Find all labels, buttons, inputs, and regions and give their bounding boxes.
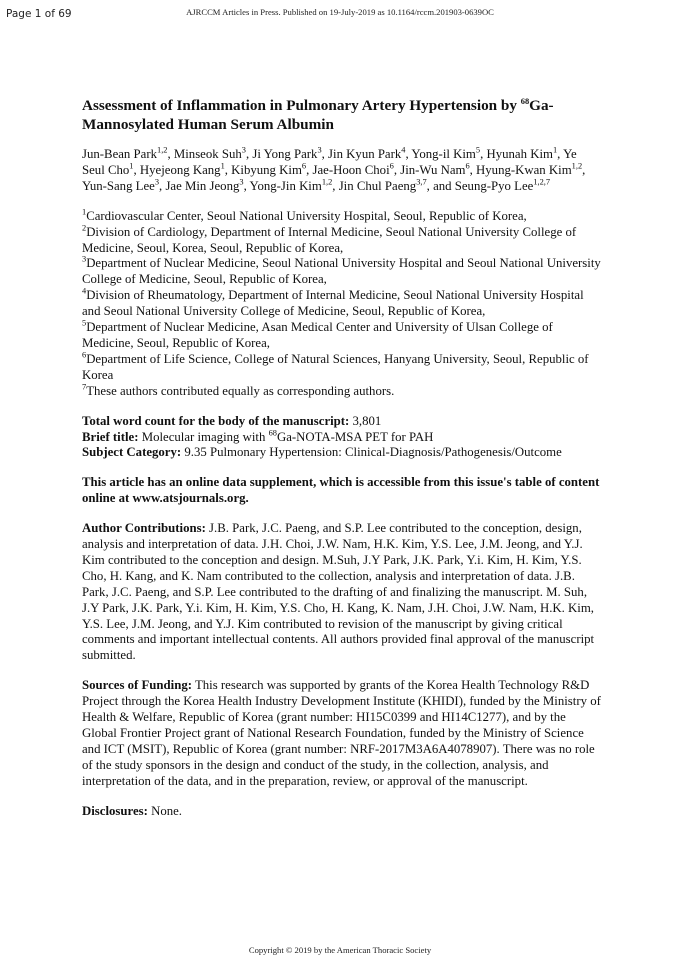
author-affiliation-superscript: 3,7 <box>416 177 427 187</box>
affiliation-item <box>82 209 602 225</box>
author-name: Kibyung Kim <box>231 162 302 177</box>
author-list <box>82 147 602 195</box>
author-separator: , <box>393 162 401 177</box>
author-separator: , <box>469 162 477 177</box>
affiliation-text: These authors contributed equally as corresponding authors. <box>86 383 395 398</box>
author-affiliation-superscript: 1 <box>552 145 558 155</box>
author-affiliation-superscript: 3 <box>154 177 160 187</box>
author-separator: , <box>159 178 166 193</box>
author-name: Ye Seul Cho <box>82 147 577 177</box>
subject-category-row <box>82 445 602 461</box>
author-entry <box>231 163 312 177</box>
word-count-label: Total word count for the body of the manuscript: <box>82 413 350 428</box>
brief-title-row <box>82 430 602 446</box>
author-name: and Seung-Pyo Lee <box>433 178 534 193</box>
subject-category-value: 9.35 Pulmonary Hypertension: Clinical-Diagnosis/Pathogenesis/Outcome <box>181 445 562 460</box>
author-affiliation-superscript: 3 <box>317 145 322 155</box>
affiliation-text: Department of Nuclear Medicine, Asan Medical Center and University of Ulsan College of Medicine, Seoul, Republic of Korea, <box>82 320 553 350</box>
author-name: Hyung-Kwan Kim <box>476 162 572 177</box>
affiliation-item <box>82 320 602 352</box>
author-entry <box>140 163 231 177</box>
author-entry <box>486 147 563 161</box>
author-affiliation-superscript: 6 <box>389 161 394 171</box>
affiliation-text: Cardiovascular Center, Seoul National University Hospital, Seoul, Republic of Korea, <box>86 208 527 223</box>
brief-title-post: Ga-NOTA-MSA PET for PAH <box>276 429 434 444</box>
author-entry <box>252 147 328 161</box>
affiliation-item <box>82 352 602 384</box>
affiliation-text: Department of Nuclear Medicine, Seoul National University Hospital and Seoul National University College of Medicine, Seoul, Republic of Korea, <box>82 256 601 287</box>
online-supplement-note: This article has an online data supplement, which is accessible from this issue's table of content online at www.atsjournals.org. <box>82 475 600 506</box>
author-entry <box>476 163 585 177</box>
author-entry <box>339 179 433 193</box>
author-entry <box>174 147 253 161</box>
author-affiliation-superscript: 1,2,7 <box>533 177 551 187</box>
author-name: Yong-il Kim <box>411 147 476 161</box>
subject-category-label: Subject Category: <box>82 445 182 460</box>
author-separator: , <box>245 147 253 161</box>
author-affiliation-superscript: 6 <box>301 161 307 171</box>
word-count-row <box>82 414 602 430</box>
author-name: Minseok Suh <box>173 147 242 161</box>
author-affiliation-superscript: 3 <box>241 145 246 155</box>
funding-text: This research was supported by grants of the Korea Health Technology R&D Project through the Korea Health Industry Development Institute (KHIDI), funded by the Ministry of Health & Welfare, Republic of Korea (grant number: HI15C0399 and HI14C1277), and by the Global Frontier Project grant of National Research Foundation, funded by the Ministry of Science and ICT (MSIT), Republic of Korea (grant number: NRF-2017M3A6A4078907). There was no role of the study sponsors in the design and conduct of the study, in the collection, analysis, and interpretation of the data, and in the preparation, review, or approval of the manuscript. <box>82 678 601 788</box>
author-entry <box>411 147 486 161</box>
brief-title-pre: Molecular imaging with <box>138 429 269 444</box>
author-entry <box>328 147 411 161</box>
author-name: Hyunah Kim <box>486 147 553 161</box>
author-separator: , <box>332 178 339 193</box>
disclosures-label: Disclosures: <box>82 803 148 818</box>
affiliation-text: Department of Life Science, College of Natural Sciences, Hanyang University, Seoul, Republic of Korea <box>82 351 589 382</box>
author-affiliation-superscript: 4 <box>401 145 406 155</box>
affiliation-number: 7 <box>82 382 87 392</box>
author-affiliation-superscript: 1 <box>220 161 225 171</box>
author-contributions-text: J.B. Park, J.C. Paeng, and S.P. Lee contributed to the conception, design, analysis and interpretation of data. J.H. Choi, J.W. Nam, H.K. Kim, Y.S. Lee, J.M. Jeong, and Y.J. Kim contributed to the conception and design. M.Suh, J.Y Park, J.K. Park, Y.i. Kim, H. Kim, Y.S. Cho, H. Kang, and K. Nam contributed to the collection, analysis and interpretation of data. J.B. Park, J.C. Paeng, and S.P. Lee contributed to the drafting of and finalizing the manuscript. M. Suh, J.Y Park, J.K. Park, Y.i. Kim, H. Kim, Y.S. Cho, H. Kang, K. Nam, J.H. Choi, J.W. Nam, H.K. Kim, Y.S. Lee, J.M. Jeong, and Y.J. Kim contributed to revision of the manuscript by giving critical comments and important intellectual contents. All authors provided final approval of the manuscript submitted. <box>82 521 595 663</box>
title-isotope-superscript: 68 <box>520 96 530 106</box>
author-affiliation-superscript: 1,2 <box>571 161 583 171</box>
disclosures-text: None. <box>147 803 183 818</box>
article-title <box>82 96 602 134</box>
affiliation-text: Division of Rheumatology, Department of Internal Medicine, Seoul National University Hospital and Seoul National University College of Medicine, Seoul, Republic of Korea, <box>82 288 584 319</box>
author-affiliation-superscript: 1,2 <box>321 177 333 187</box>
author-name: Jae-Hoon Choi <box>312 162 390 177</box>
affiliation-list <box>82 209 602 400</box>
author-name: Yun-Sang Lee <box>82 178 155 193</box>
affiliation-number: 5 <box>82 318 87 328</box>
author-name: Hyejeong Kang <box>139 162 221 177</box>
author-affiliation-superscript: 3 <box>239 177 244 187</box>
affiliation-item <box>82 384 602 400</box>
affiliation-text: Division of Cardiology, Department of Internal Medicine, Seoul National University College of Medicine, Seoul, Korea, Seoul, Republic of Korea, <box>82 224 577 255</box>
title-part-1: Assessment of Inflammation in Pulmonary Artery Hypertension by <box>82 97 521 114</box>
author-name: Yong-Jin Kim <box>249 178 322 193</box>
author-affiliation-superscript: 5 <box>475 145 481 155</box>
author-affiliation-superscript: 6 <box>465 161 470 171</box>
affiliation-item <box>82 225 602 257</box>
affiliation-number: 6 <box>82 350 87 360</box>
affiliation-number: 2 <box>82 223 87 233</box>
author-name: Jin Chul Paeng <box>338 178 417 193</box>
author-separator: , <box>405 147 412 161</box>
author-separator: , <box>582 162 586 177</box>
affiliation-number: 1 <box>82 207 87 217</box>
author-separator: , <box>224 162 232 177</box>
author-entry <box>433 179 550 193</box>
affiliation-item <box>82 256 602 288</box>
author-name: Jun-Bean Park <box>82 147 157 161</box>
author-contributions-label: Author Contributions: <box>82 521 206 536</box>
funding-section <box>82 678 602 789</box>
title-part-2: Ga-Mannosylated Human Serum Albumin <box>82 97 554 133</box>
author-separator: , <box>426 178 434 193</box>
author-entry <box>82 147 174 161</box>
author-affiliation-superscript: 1 <box>129 161 134 171</box>
author-entry <box>165 179 249 193</box>
page-number: Page 1 of 69 <box>6 8 72 20</box>
copyright-footer: Copyright © 2019 by the American Thoracic Society <box>248 945 432 955</box>
author-separator: , <box>557 147 564 161</box>
funding-label: Sources of Funding: <box>82 678 192 693</box>
word-count-value: 3,801 <box>349 413 382 428</box>
author-name: Ji Yong Park <box>252 147 318 161</box>
author-entry <box>313 163 401 177</box>
author-separator: , <box>480 147 487 161</box>
author-separator: , <box>243 178 250 193</box>
affiliation-item <box>82 288 602 320</box>
author-entry <box>82 179 165 193</box>
brief-title-label: Brief title: <box>82 429 139 444</box>
author-separator: , <box>133 162 140 177</box>
author-affiliation-superscript: 1,2 <box>157 145 168 155</box>
disclosures-section <box>82 804 602 820</box>
manuscript-title-page <box>82 96 602 834</box>
author-name: Jin Kyun Park <box>328 147 402 161</box>
author-entry <box>250 179 339 193</box>
author-separator: , <box>321 147 329 161</box>
affiliation-number: 4 <box>82 286 87 296</box>
manuscript-meta <box>82 414 602 462</box>
author-separator: , <box>167 147 174 161</box>
author-entry <box>400 163 476 177</box>
author-contributions-section <box>82 521 602 664</box>
affiliation-number: 3 <box>82 255 87 265</box>
author-name: Jae Min Jeong <box>165 178 240 193</box>
author-separator: , <box>306 162 313 177</box>
author-name: Jin-Wu Nam <box>400 162 466 177</box>
brief-title-superscript: 68 <box>268 428 277 438</box>
articles-in-press-header: AJRCCM Articles in Press. Published on 19-July-2019 as 10.1164/rccm.201903-0639OC <box>186 7 494 17</box>
